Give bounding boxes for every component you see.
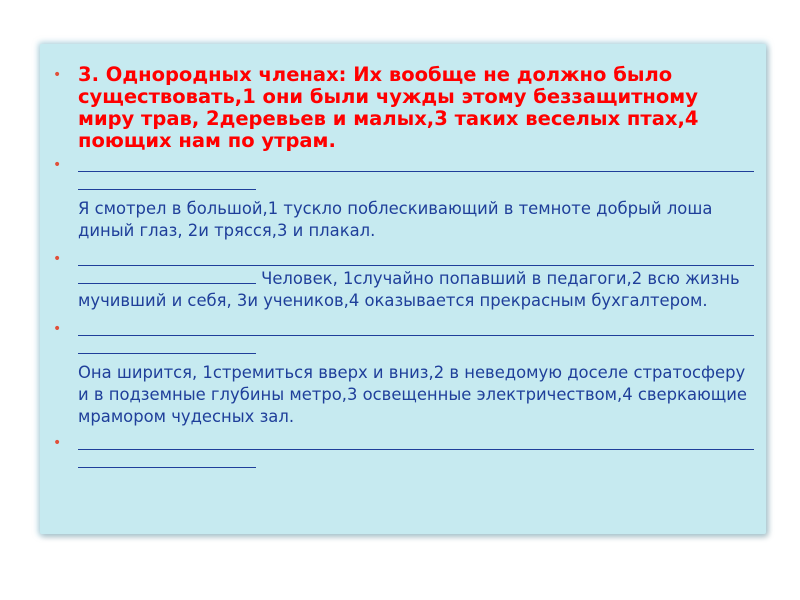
list-item-task-heading	[48, 64, 758, 152]
bullet-marker: •	[53, 435, 62, 451]
answer-blank-line	[78, 172, 256, 190]
list-item-answer-blank	[48, 318, 758, 354]
answer-blank-line	[78, 318, 754, 336]
answer-blank-line	[78, 432, 754, 450]
answer-blank-line	[78, 154, 754, 172]
list-item-answer-blank	[48, 154, 758, 190]
bullet-marker: •	[53, 321, 62, 337]
sentence-text: Человек, 1случайно попавший в педагоги,2 всю жизнь мучивший и себя, 3и учеников,4 оказывается прекрасным бухгалтером.	[78, 269, 740, 310]
list-item-sentence	[48, 362, 758, 428]
bullet-marker: •	[53, 251, 62, 267]
list-item-answer-blank	[48, 432, 758, 468]
list-item-sentence	[48, 198, 758, 242]
answer-blank-line	[78, 266, 256, 284]
bullet-marker: •	[53, 67, 62, 83]
answer-blank-line	[78, 450, 256, 468]
sentence-text: Она ширится, 1стремиться вверх и вниз,2 в неведомую доселе стратосферу и в подземные глубины метро,3 освещенные электричеством,4 сверкающие мрамором чудесных зал.	[78, 363, 747, 426]
answer-blank-line	[78, 336, 256, 354]
task-heading-text: 3. Однородных членах: Их вообще не должно было существовать,1 они были чужды этому беззащитному миру трав, 2деревьев и малых,3 таких веселых птах,4 поющих нам по утрам.	[78, 63, 699, 152]
answer-blank-line	[78, 248, 754, 266]
sentence-text: Я смотрел в большой,1 тускло поблескивающий в темноте добрый лошадиный глаз, 2и трясся,3 и плакал.	[78, 199, 713, 240]
exercise-list	[48, 64, 758, 468]
bullet-marker: •	[53, 157, 62, 173]
list-item-sentence-with-blank	[48, 248, 758, 312]
